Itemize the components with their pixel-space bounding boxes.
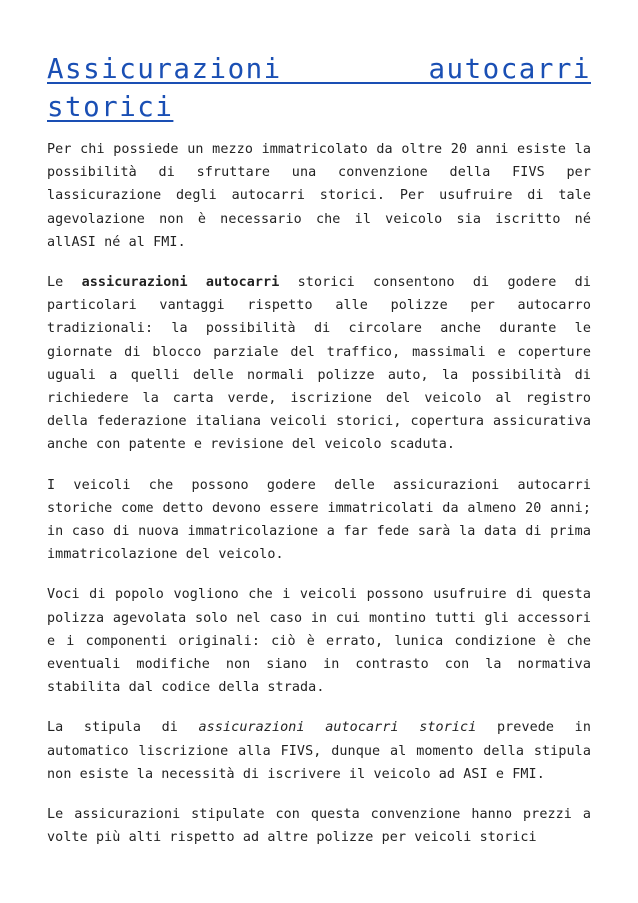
paragraph-2-lead: Le <box>47 275 82 291</box>
paragraph-3: I veicoli che possono godere delle assicurazioni autocarri storiche come detto devono essere immatricolati da almeno 20 anni; in caso di nuova immatricolazione a far fede sarà la data di prima immatricolazione del veicolo. <box>47 477 591 563</box>
title-line-1: Assicurazioni autocarri <box>47 53 591 85</box>
paragraph-6: Le assicurazioni stipulate con questa convenzione hanno prezzi a volte più alti rispetto ad altre polizze per veicoli storici <box>47 807 591 846</box>
paragraph-5-lead: La stipula di <box>47 720 199 736</box>
paragraph-4: Voci di popolo vogliono che i veicoli possono usufruire di questa polizza agevolata solo nel caso in cui montino tutti gli accessori e i componenti originali: ciò è errato, lunica condizione è che eventuali modifiche non siano in contrasto con la normativa stabilita dal codice della strada. <box>47 587 591 696</box>
paragraph-5-italic-keyword: assicurazioni autocarri storici <box>198 720 477 736</box>
paragraph-2-bold-keyword: assicurazioni autocarri <box>81 275 280 291</box>
paragraph-5-rest: prevede in automatico liscrizione alla FIVS, dunque al momento della stipula non esiste la necessità di iscrivere il veicolo ad ASI e FMI. <box>47 720 591 782</box>
paragraph-1: Per chi possiede un mezzo immatricolato da oltre 20 anni esiste la possibilità di sfruttare una convenzione della FIVS per lassicurazione degli autocarri storici. Per usufruire di tale agevolazione non è necessario che il veicolo sia iscritto né allASI né al FMI. <box>47 142 591 250</box>
document-page <box>47 50 591 866</box>
page-title <box>47 50 591 126</box>
paragraph-5 <box>47 716 591 786</box>
paragraph-2 <box>47 271 591 457</box>
title-line-2: storici <box>47 91 174 123</box>
paragraph-2-rest: storici consentono di godere di particolari vantaggi rispetto alle polizze per autocarro tradizionali: la possibilità di circolare anche durante le giornate di blocco parziale del traffico, massimali e coperture uguali a quelli delle normali polizze auto, la possibilità di richiedere la carta verde, iscrizione del veicolo al registro della federazione italiana veicoli storici, copertura assicurativa anche con patente e revisione del veicolo scaduta. <box>47 275 591 453</box>
title-link[interactable] <box>47 50 591 126</box>
